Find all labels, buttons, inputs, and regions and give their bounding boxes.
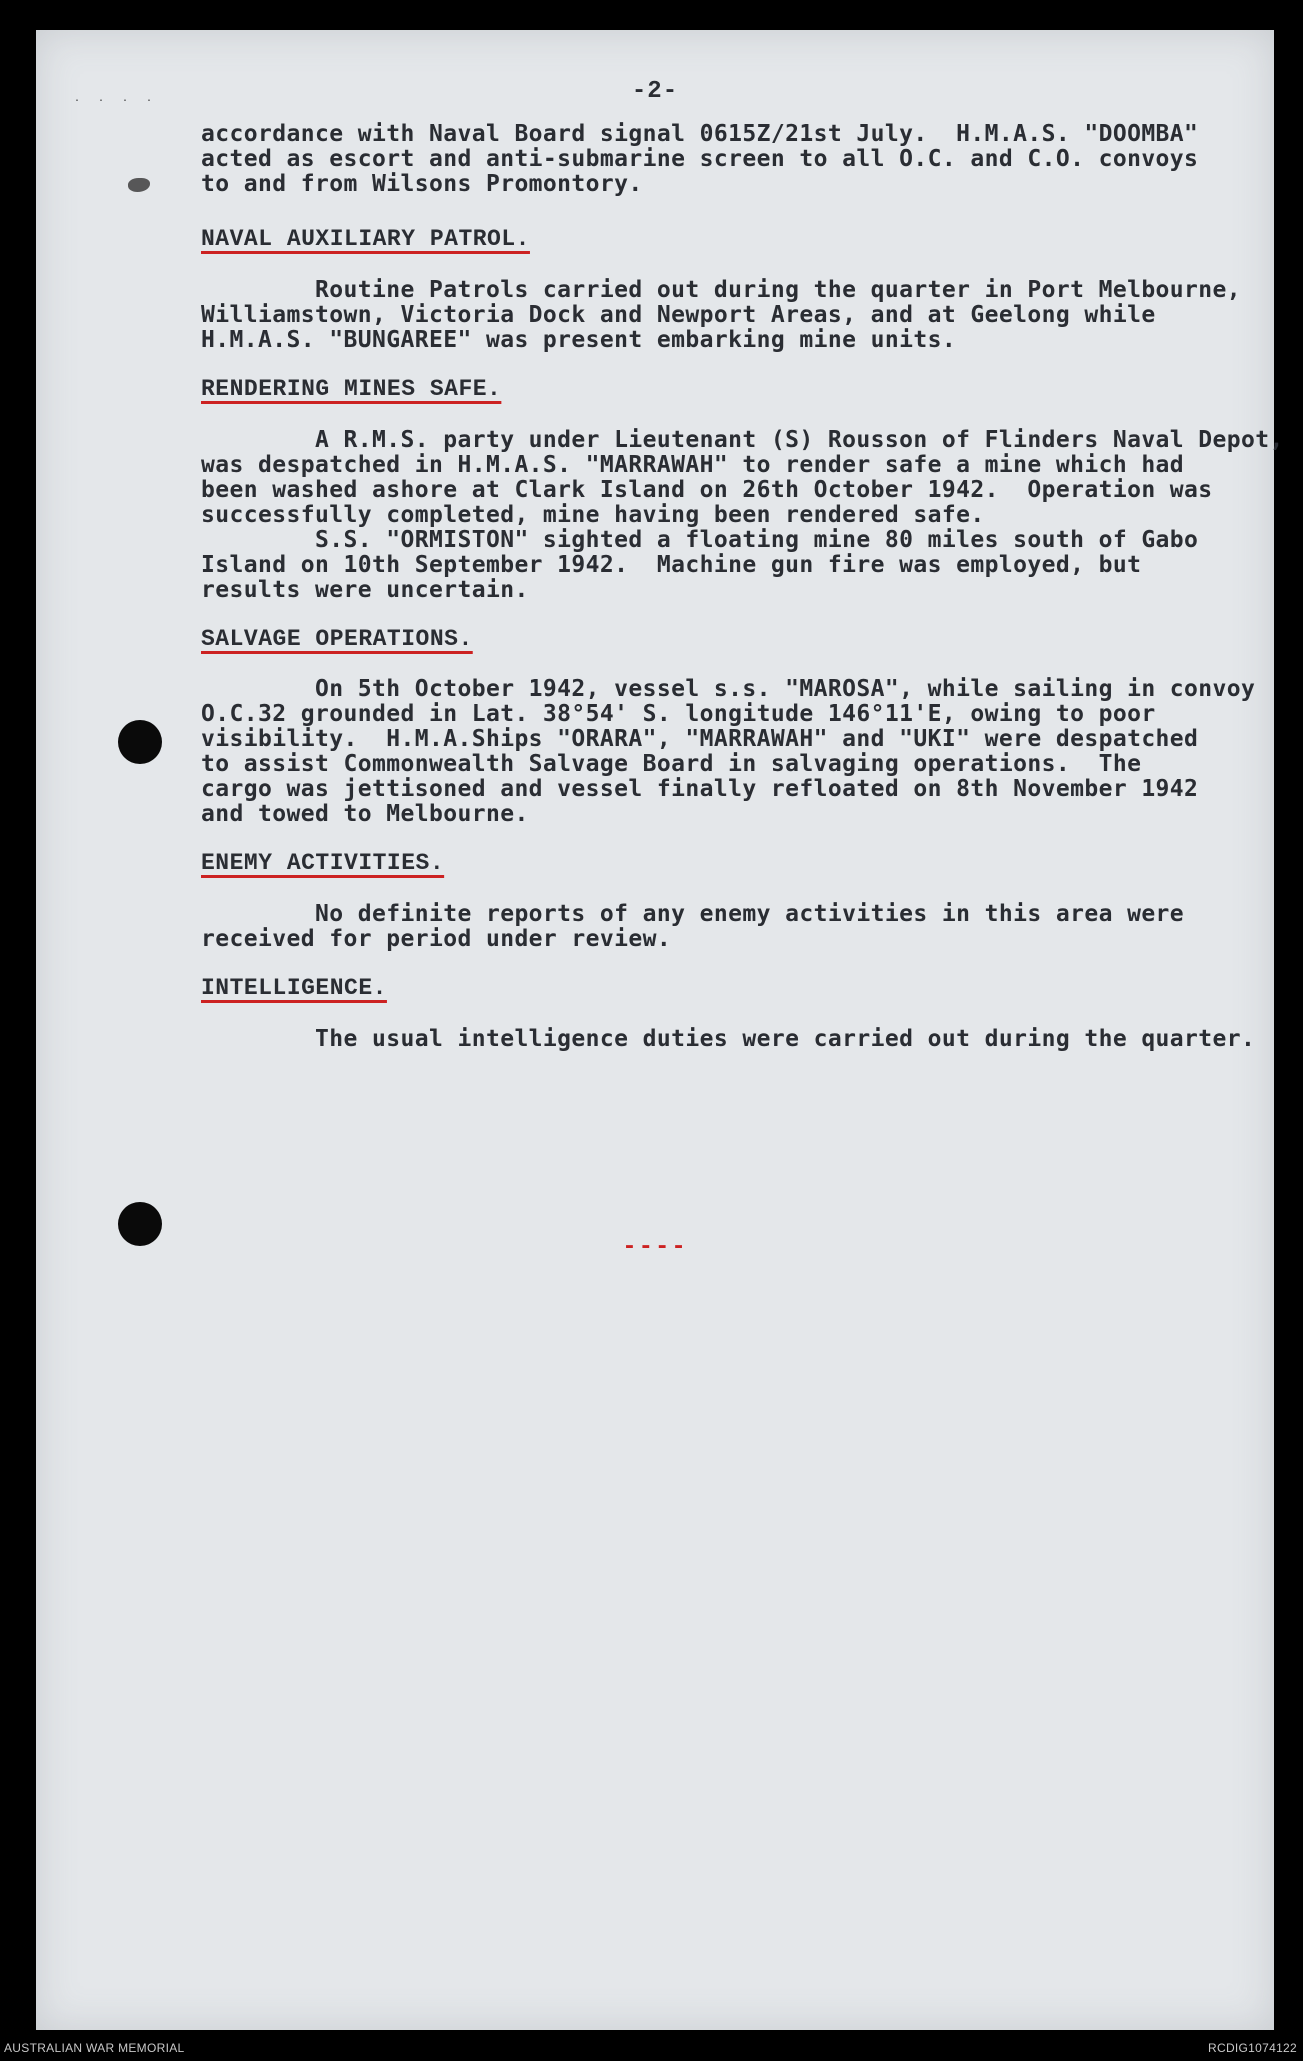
enemy-activities-paragraph: No definite reports of any enemy activities in this area were received for period under review. (201, 901, 1185, 952)
footer-record-id: RCDIG1074122 (1208, 2041, 1297, 2055)
ink-smudge (128, 178, 150, 192)
punch-hole-top (118, 720, 162, 764)
heading-intelligence: INTELLIGENCE. (201, 975, 387, 1001)
end-mark: ---- (622, 1234, 688, 1261)
naval-auxiliary-patrol-paragraph: Routine Patrols carried out during the quarter in Port Melbourne, Williamstown, Victoria Dock and Newport Areas, and at Geelong while H.M.A.S. "BUNGAREE" was present embarking mine units. (201, 277, 1242, 353)
intro-paragraph: accordance with Naval Board signal 0615Z/21st July. H.M.A.S. "DOOMBA" acted as escort and anti-submarine screen to all O.C. and C.O. convoys to and from Wilsons Promontory. (201, 121, 1199, 197)
heading-rendering-mines-safe: RENDERING MINES SAFE. (201, 376, 502, 402)
page-number: -2- (631, 78, 679, 105)
intelligence-paragraph: The usual intelligence duties were carried out during the quarter. (201, 1026, 1256, 1052)
footer-archive-name: AUSTRALIAN WAR MEMORIAL (4, 2041, 185, 2055)
salvage-operations-paragraph: On 5th October 1942, vessel s.s. "MAROSA", while sailing in convoy O.C.32 grounded in Lat. 38°54' S. longitude 146°11'E, owing to poor visibility. H.M.A.Ships "ORARA", "MARRAWAH" and "UKI" were despatched to assist Commonwealth Salvage Board in salvaging operations. The cargo was jettisoned and vessel finally refloated on 8th November 1942 and towed to Melbourne. (201, 676, 1256, 827)
heading-naval-auxiliary-patrol: NAVAL AUXILIARY PATROL. (201, 226, 530, 252)
paper-specks: · · · · (74, 96, 159, 107)
heading-enemy-activities: ENEMY ACTIVITIES. (201, 850, 445, 876)
heading-salvage-operations: SALVAGE OPERATIONS. (201, 626, 473, 652)
document-page (36, 30, 1284, 2030)
rendering-mines-safe-paragraph: A R.M.S. party under Lieutenant (S) Rousson of Flinders Naval Depot, was despatched in H.M.A.S. "MARRAWAH" to render safe a mine which had been washed ashore at Clark Island on 26th October 1942. Operation was successfully completed, mine having been rendered safe. S.S. "ORMISTON" sighted a floating mine 80 miles south of Gabo Island on 10th September 1942. Machine gun fire was employed, but results were uncertain. (201, 427, 1284, 603)
